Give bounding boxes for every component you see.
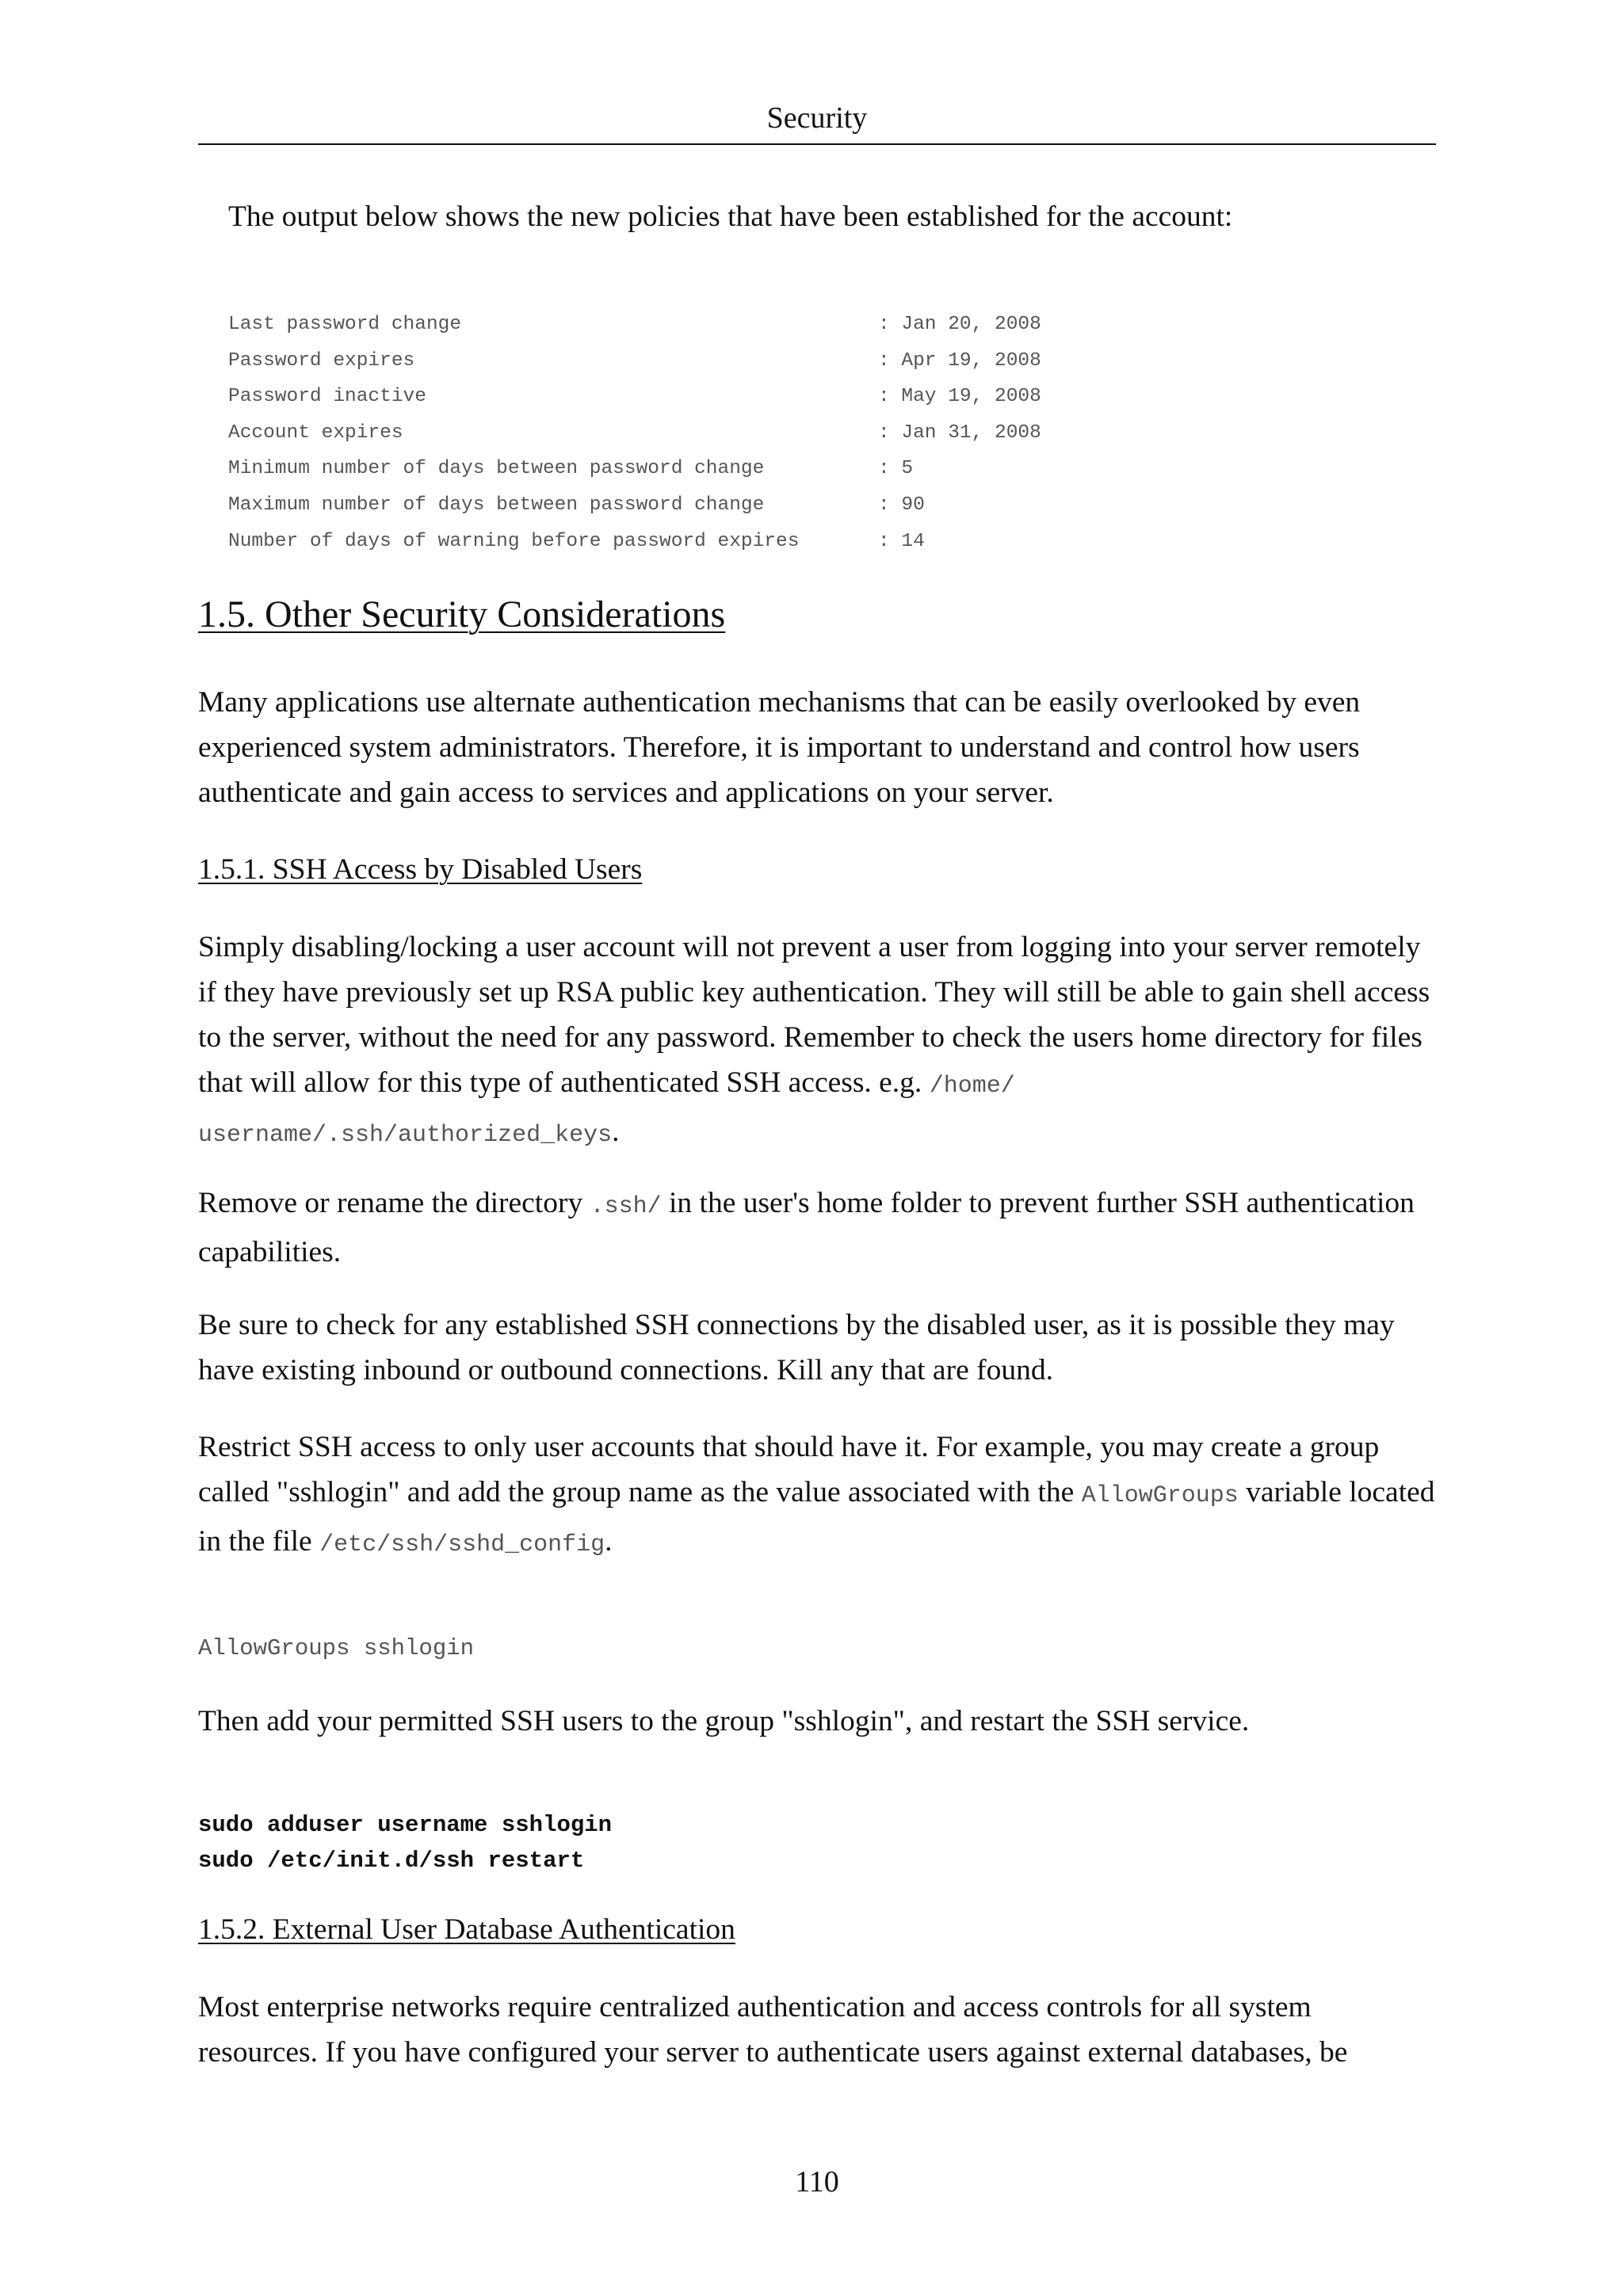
remove-ssh-text-after: in the user's home folder to prevent further SSH authentication capabilities. <box>198 1187 1415 1268</box>
policy-row <box>228 307 1179 343</box>
subsection-heading-ssh-access: 1.5.1. SSH Access by Disabled Users <box>198 853 643 886</box>
header-rule <box>198 143 1436 145</box>
policy-row <box>228 379 1179 415</box>
policy-value: : May 19, 2008 <box>878 386 1041 408</box>
policy-label: Maximum number of days between password change <box>228 494 765 516</box>
remove-ssh-dir-paragraph <box>198 1180 1436 1275</box>
subsection-heading-external-db: 1.5.2. External User Database Authentication <box>198 1913 735 1946</box>
section-intro-paragraph: Many applications use alternate authentication mechanisms that can be easily overlooked by even experienced system administrators. Therefore, it is important to understand and control how users authenticate and gain access to services and applications on your server. <box>198 686 1361 809</box>
command-adduser: sudo adduser username sshlogin <box>198 1812 613 1838</box>
policy-value: : Jan 31, 2008 <box>878 421 1041 444</box>
ssh-dir-code: .ssh/ <box>590 1193 662 1220</box>
intro-paragraph: The output below shows the new policies that have been established for the account: <box>228 200 1233 233</box>
restrict-ssh-text-middle: variable located in the file <box>198 1476 1435 1558</box>
running-header: Security <box>766 101 868 135</box>
allowgroups-code: AllowGroups <box>1081 1482 1239 1509</box>
policy-value: : 5 <box>878 458 914 480</box>
policy-label: Password inactive <box>228 386 426 408</box>
document-page <box>198 0 1436 2296</box>
established-connections-paragraph: Be sure to check for any established SSH connections by the disabled user, as it is possible they may have existing inbound or outbound connections. Kill any that are found. <box>198 1309 1395 1386</box>
ssh-keys-text: Simply disabling/locking a user account will not prevent a user from logging into your server remotely if they have previously set up RSA public key authentication. They will still be able to gain shell access to the server, without the need for any password. Remember to check the users home directory for files that will allow for this type of authenticated SSH access. e.g. <box>198 931 1430 1099</box>
policy-label: Account expires <box>228 421 403 444</box>
policy-row <box>228 524 1179 560</box>
policy-value: : 90 <box>878 494 925 516</box>
policy-label: Password expires <box>228 349 415 372</box>
external-db-paragraph: Most enterprise networks require centralized authentication and access controls for all system resources. If you have configured your server to authenticate users against external databases, be <box>198 1991 1348 2069</box>
policy-row <box>228 343 1179 379</box>
page-number: 110 <box>795 2165 839 2199</box>
policy-label: Number of days of warning before password expires <box>228 530 800 552</box>
section-heading: 1.5. Other Security Considerations <box>198 593 726 635</box>
sshd-config-path: /etc/ssh/sshd_config <box>319 1531 605 1558</box>
sentence-end: . <box>612 1116 620 1148</box>
add-users-paragraph: Then add your permitted SSH users to the group "sshlogin", and restart the SSH service. <box>198 1705 1250 1737</box>
remove-ssh-text-before: Remove or rename the directory <box>198 1187 590 1219</box>
policy-label: Last password change <box>228 314 462 335</box>
policy-row <box>228 451 1179 487</box>
sentence-end: . <box>605 1525 613 1558</box>
policy-value: : Jan 20, 2008 <box>878 314 1041 335</box>
policy-row <box>228 487 1179 524</box>
policy-value: : 14 <box>878 530 925 552</box>
policy-label: Minimum number of days between password change <box>228 458 765 480</box>
restrict-ssh-text-before: Restrict SSH access to only user accounts that should have it. For example, you may create a group called "sshlogin" and add the group name as the value associated with the <box>198 1431 1380 1508</box>
restrict-ssh-paragraph <box>198 1425 1436 1568</box>
policy-value: : Apr 19, 2008 <box>878 349 1041 372</box>
policy-row <box>228 415 1179 452</box>
ssh-keys-paragraph <box>198 925 1436 1158</box>
allowgroups-config-line: AllowGroups sshlogin <box>198 1635 475 1661</box>
password-policy-output <box>228 307 1179 559</box>
command-ssh-restart: sudo /etc/init.d/ssh restart <box>198 1848 585 1874</box>
authorized-keys-path: /home/ username/.ssh/authorized_keys <box>198 1073 1015 1149</box>
